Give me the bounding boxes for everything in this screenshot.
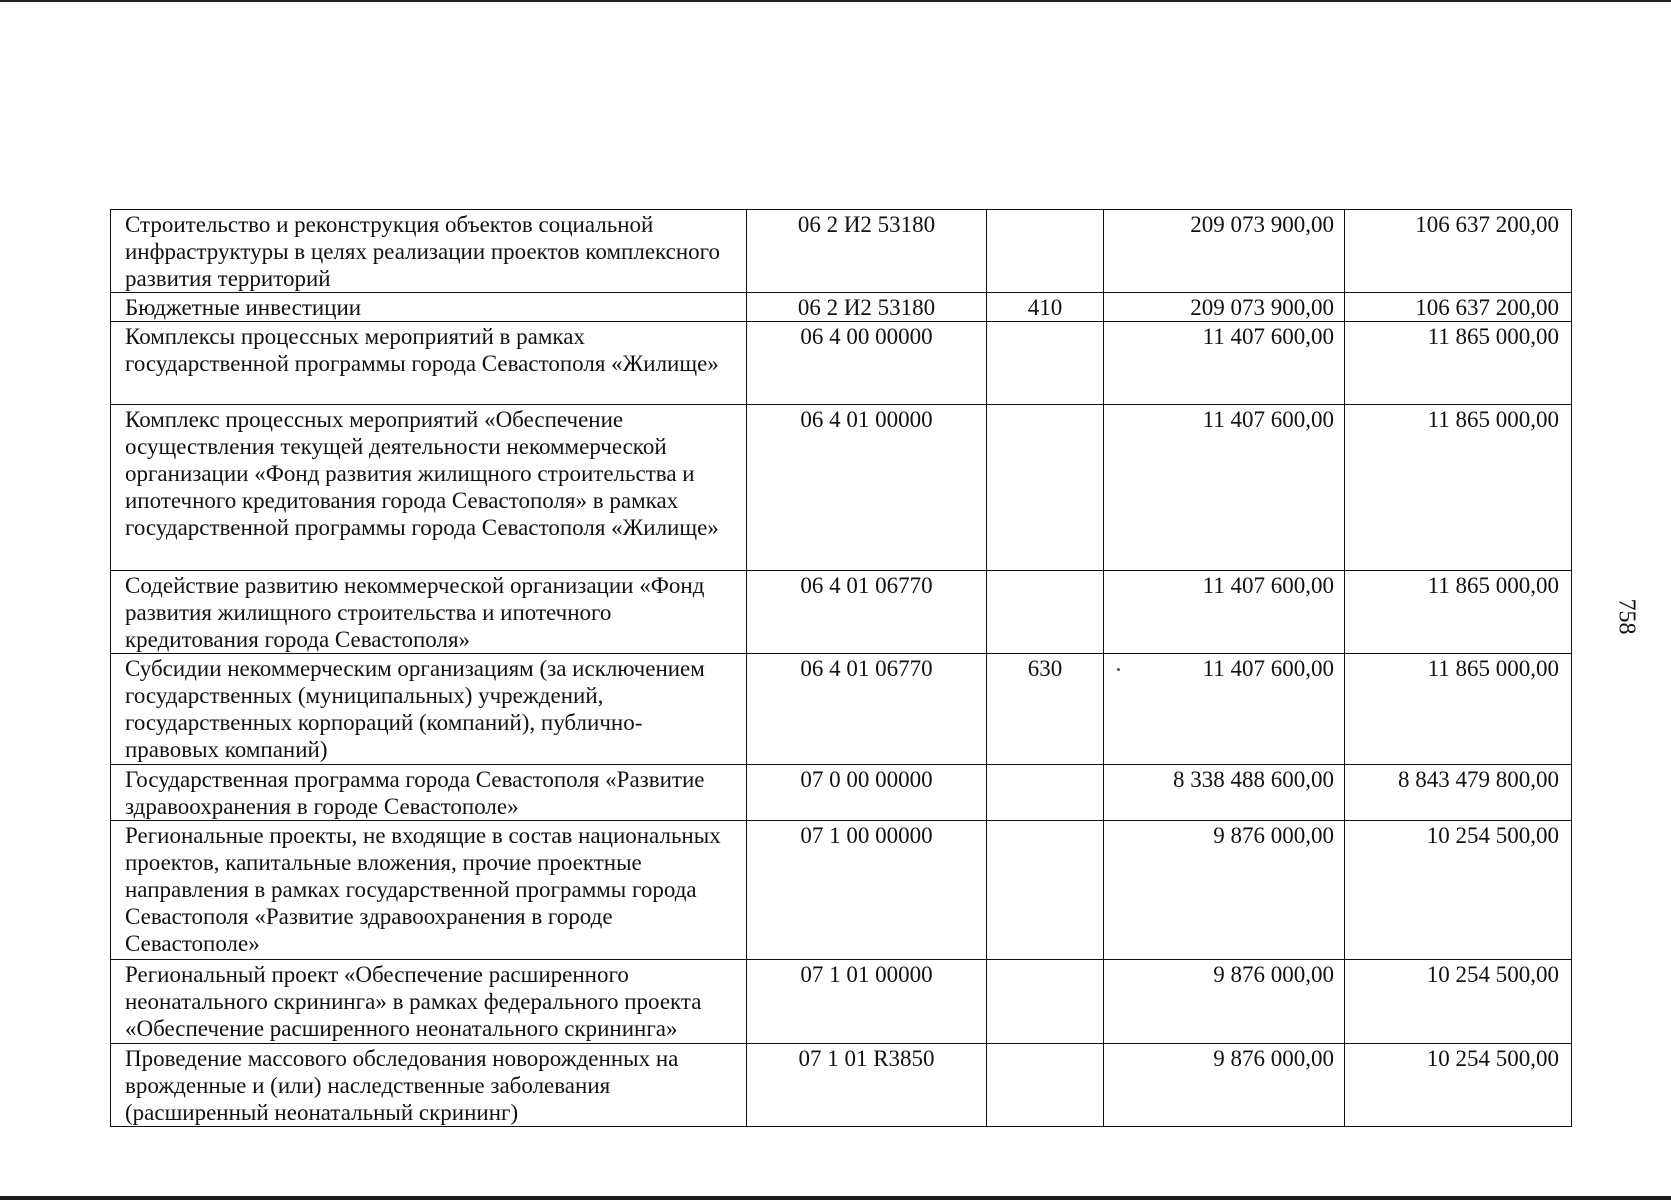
row-amount-year2: 11 865 000,00 [1345,405,1572,571]
table-row [111,1044,1572,1127]
row-name: Комплекс процессных мероприятий «Обеспечение осуществления текущей деятельности некоммерческой организации «Фонд развития жилищного строительства и ипотечного кредитования города Севастополя» в рамках государственной программы города Севастополя «Жилище» [111,405,747,571]
row-amount-year1: 11 407 600,00 [1104,654,1345,765]
row-target-article: 06 4 00 00000 [747,322,987,405]
row-name: Бюджетные инвестиции [111,293,747,322]
row-amount-year1: 9 876 000,00 [1104,1044,1345,1127]
table-row [111,293,1572,322]
row-name: Региональные проекты, не входящие в состав национальных проектов, капитальные вложения, прочие проектные направления в рамках государственной программы города Севастополя «Развитие здравоохранения в городе Севастополе» [111,821,747,960]
table-row [111,322,1572,405]
row-expense-type [987,821,1104,960]
row-amount-year2: 8 843 479 800,00 [1345,765,1572,821]
table-row [111,765,1572,821]
row-expense-type: 630 [987,654,1104,765]
row-target-article: 06 2 И2 53180 [747,210,987,293]
row-amount-year1: 9 876 000,00 [1104,960,1345,1044]
scan-speck [1117,668,1120,671]
table-row [111,960,1572,1044]
row-target-article: 07 1 01 00000 [747,960,987,1044]
row-name: Строительство и реконструкция объектов социальной инфраструктуры в целях реализации проектов комплексного развития территорий [111,210,747,293]
table-row [111,405,1572,571]
page-number: 758 [1613,598,1640,635]
scan-edge-top [0,0,1671,2]
table-row [111,821,1572,960]
table-row [111,210,1572,293]
row-name: Субсидии некоммерческим организациям (за исключением государственных (муниципальных) учреждений, государственных корпораций (компаний), публично-правовых компаний) [111,654,747,765]
row-target-article: 07 1 01 R3850 [747,1044,987,1127]
row-amount-year2: 106 637 200,00 [1345,293,1572,322]
row-expense-type [987,405,1104,571]
row-amount-year1: 9 876 000,00 [1104,821,1345,960]
row-expense-type [987,1044,1104,1127]
row-target-article: 06 4 01 06770 [747,571,987,654]
row-target-article: 06 4 01 00000 [747,405,987,571]
row-amount-year2: 11 865 000,00 [1345,571,1572,654]
row-amount-year2: 106 637 200,00 [1345,210,1572,293]
row-amount-year2: 10 254 500,00 [1345,960,1572,1044]
row-expense-type [987,322,1104,405]
row-amount-year2: 11 865 000,00 [1345,322,1572,405]
row-target-article: 06 2 И2 53180 [747,293,987,322]
row-name: Государственная программа города Севастополя «Развитие здравоохранения в городе Севастополе» [111,765,747,821]
budget-table [110,209,1572,1127]
row-expense-type [987,765,1104,821]
row-amount-year1: 209 073 900,00 [1104,210,1345,293]
scan-edge-bottom [0,1196,1671,1200]
row-name: Комплексы процессных мероприятий в рамках государственной программы города Севастополя «Жилище» [111,322,747,405]
row-amount-year1: 11 407 600,00 [1104,571,1345,654]
row-name: Содействие развитию некоммерческой организации «Фонд развития жилищного строительства и ипотечного кредитования города Севастополя» [111,571,747,654]
row-target-article: 06 4 01 06770 [747,654,987,765]
table-row [111,571,1572,654]
row-expense-type [987,210,1104,293]
row-amount-year1: 8 338 488 600,00 [1104,765,1345,821]
row-expense-type: 410 [987,293,1104,322]
row-name: Проведение массового обследования новорожденных на врожденные и (или) наследственные заболевания (расширенный неонатальный скрининг) [111,1044,747,1127]
row-expense-type [987,960,1104,1044]
row-amount-year2: 11 865 000,00 [1345,654,1572,765]
row-amount-year1: 11 407 600,00 [1104,405,1345,571]
table-row [111,654,1572,765]
row-amount-year2: 10 254 500,00 [1345,821,1572,960]
row-expense-type [987,571,1104,654]
row-target-article: 07 0 00 00000 [747,765,987,821]
row-amount-year2: 10 254 500,00 [1345,1044,1572,1127]
row-target-article: 07 1 00 00000 [747,821,987,960]
row-name: Региональный проект «Обеспечение расширенного неонатального скрининга» в рамках федерального проекта «Обеспечение расширенного неонатального скрининга» [111,960,747,1044]
row-amount-year1: 11 407 600,00 [1104,322,1345,405]
row-amount-year1: 209 073 900,00 [1104,293,1345,322]
